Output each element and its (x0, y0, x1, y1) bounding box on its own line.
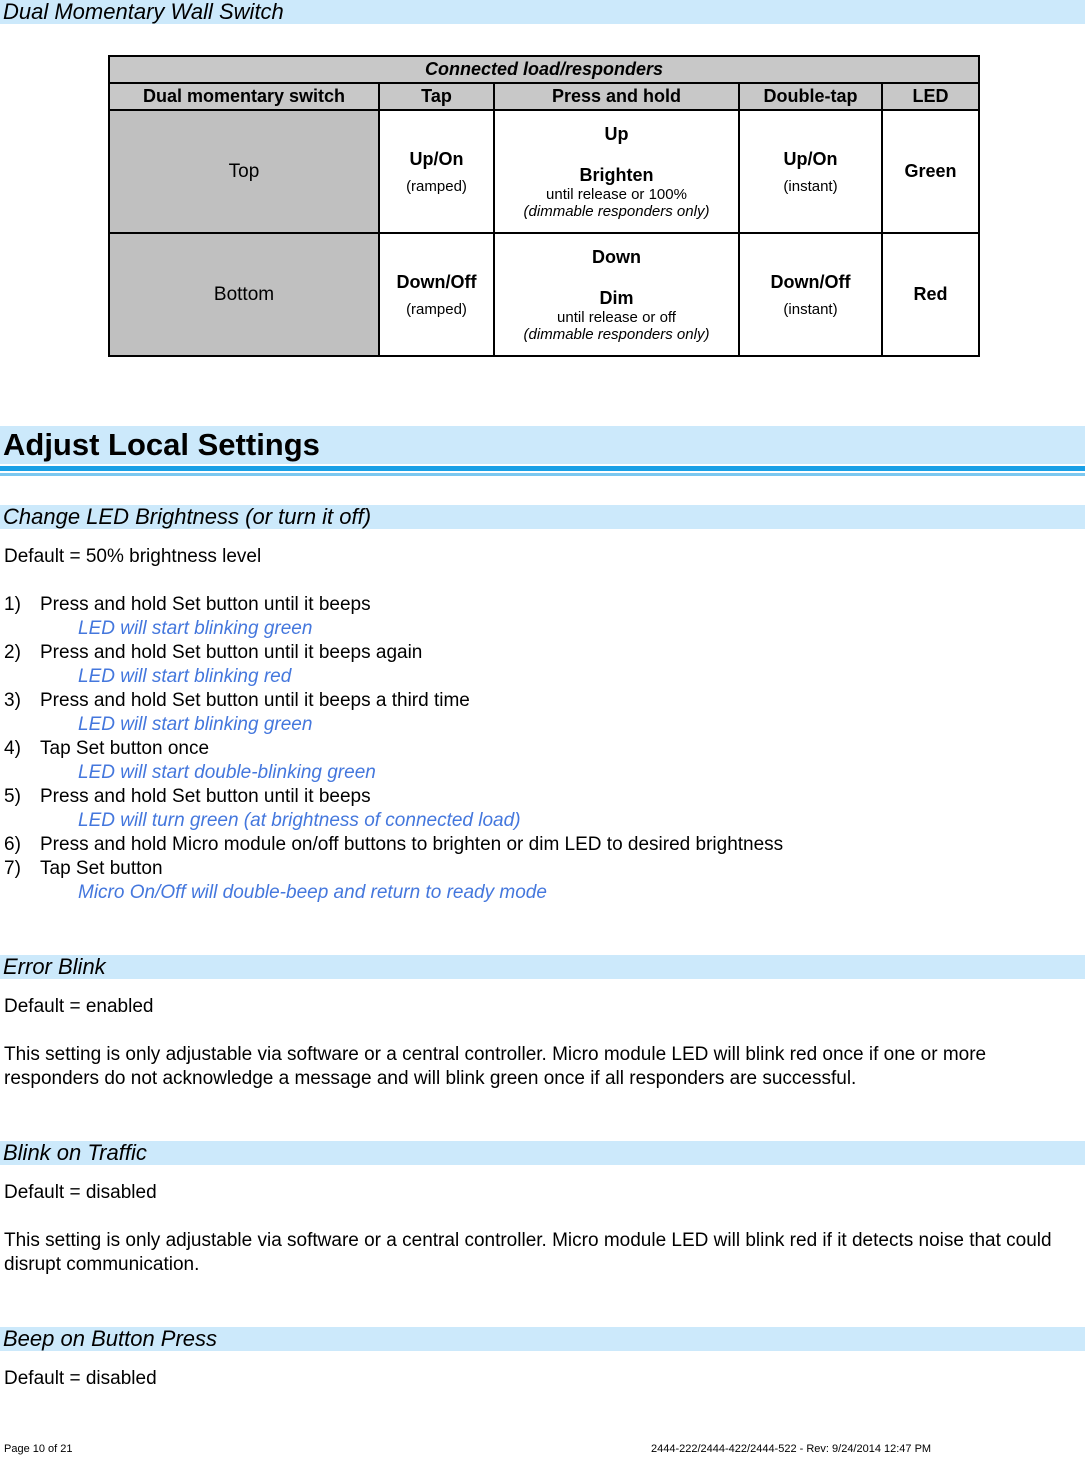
column-header-hold: Press and hold (494, 83, 739, 110)
hold-direction: Up (604, 123, 629, 144)
default-value: Default = 50% brightness level (4, 546, 262, 567)
heading-rule-thin (0, 473, 1085, 476)
tap-mode: (ramped) (406, 177, 467, 195)
hold-cell (494, 233, 739, 356)
step-text: Tap Set button (40, 858, 163, 879)
default-value: Default = enabled (4, 996, 154, 1017)
tap-cell (379, 110, 494, 233)
section-title-led-brightness: Change LED Brightness (or turn it off) (0, 505, 1085, 529)
hold-direction: Down (592, 246, 641, 267)
led-cell (882, 110, 979, 233)
column-header-double-tap: Double-tap (739, 83, 882, 110)
heading-rule-thick (0, 466, 1085, 471)
default-value: Default = disabled (4, 1368, 157, 1389)
tap-action: Up/On (409, 148, 464, 169)
column-header-switch: Dual momentary switch (109, 83, 379, 110)
section-title-beep: Beep on Button Press (0, 1327, 1085, 1351)
tap-action: Down/Off (396, 271, 477, 292)
section-body: This setting is only adjustable via software or a central controller. Micro module LED will blink red if it detects noise that could disrupt communication. (4, 1230, 1052, 1275)
step-text: Press and hold Set button until it beeps again (40, 642, 423, 663)
button-behavior-table (108, 55, 980, 357)
step-number: 2) (4, 642, 21, 663)
table-caption: Connected load/responders (109, 56, 979, 83)
column-header-tap: Tap (379, 83, 494, 110)
step-number: 4) (4, 738, 21, 759)
section-body: This setting is only adjustable via software or a central controller. Micro module LED will blink red once if one or more responders do not acknowledge a message and will blink green once if all responders are successful. (4, 1044, 987, 1089)
step-number: 6) (4, 834, 21, 855)
section-title-blink-traffic: Blink on Traffic (0, 1141, 1085, 1165)
table-row-bottom (109, 233, 979, 356)
step-number: 3) (4, 690, 21, 711)
step-text: Press and hold Micro module on/off buttons to brighten or dim LED to desired brightness (40, 834, 784, 855)
step-text: Tap Set button once (40, 738, 210, 759)
step-result: LED will start double-blinking green (78, 762, 376, 783)
led-color: Red (913, 284, 948, 304)
step-number: 7) (4, 858, 21, 879)
step-text: Press and hold Set button until it beeps a third time (40, 690, 470, 711)
hold-until: until release or off (557, 308, 676, 326)
double-tap-mode: (instant) (783, 300, 838, 318)
double-tap-mode: (instant) (783, 177, 838, 195)
step-number: 1) (4, 594, 21, 615)
row-label: Bottom (109, 233, 379, 356)
led-color: Green (904, 161, 957, 181)
tap-cell (379, 233, 494, 356)
double-tap-action: Up/On (783, 148, 838, 169)
column-header-led: LED (882, 83, 979, 110)
hold-until: until release or 100% (546, 185, 687, 203)
hold-action: Dim (599, 287, 634, 308)
step-text: Press and hold Set button until it beeps (40, 786, 371, 807)
section-title-error-blink: Error Blink (0, 955, 1085, 979)
step-text: Press and hold Set button until it beeps (40, 594, 371, 615)
double-tap-cell (739, 110, 882, 233)
main-heading: Adjust Local Settings (0, 426, 1085, 464)
section-title-dual-momentary: Dual Momentary Wall Switch (0, 0, 1085, 24)
hold-note: (dimmable responders only) (523, 202, 710, 220)
hold-note: (dimmable responders only) (523, 325, 710, 343)
double-tap-cell (739, 233, 882, 356)
step-result: Micro On/Off will double-beep and return to ready mode (78, 882, 547, 903)
hold-action: Brighten (579, 164, 654, 185)
led-cell (882, 233, 979, 356)
step-result: LED will start blinking red (78, 666, 292, 687)
tap-mode: (ramped) (406, 300, 467, 318)
step-result: LED will start blinking green (78, 714, 313, 735)
step-number: 5) (4, 786, 21, 807)
hold-cell (494, 110, 739, 233)
default-value: Default = disabled (4, 1182, 157, 1203)
table-row-top (109, 110, 979, 233)
row-label: Top (109, 110, 379, 233)
step-result: LED will start blinking green (78, 618, 313, 639)
document-revision: 2444-222/2444-422/2444-522 - Rev: 9/24/2014 12:47 PM (651, 1443, 932, 1455)
page-number: Page 10 of 21 (4, 1443, 73, 1455)
double-tap-action: Down/Off (770, 271, 851, 292)
step-result: LED will turn green (at brightness of connected load) (78, 810, 521, 831)
